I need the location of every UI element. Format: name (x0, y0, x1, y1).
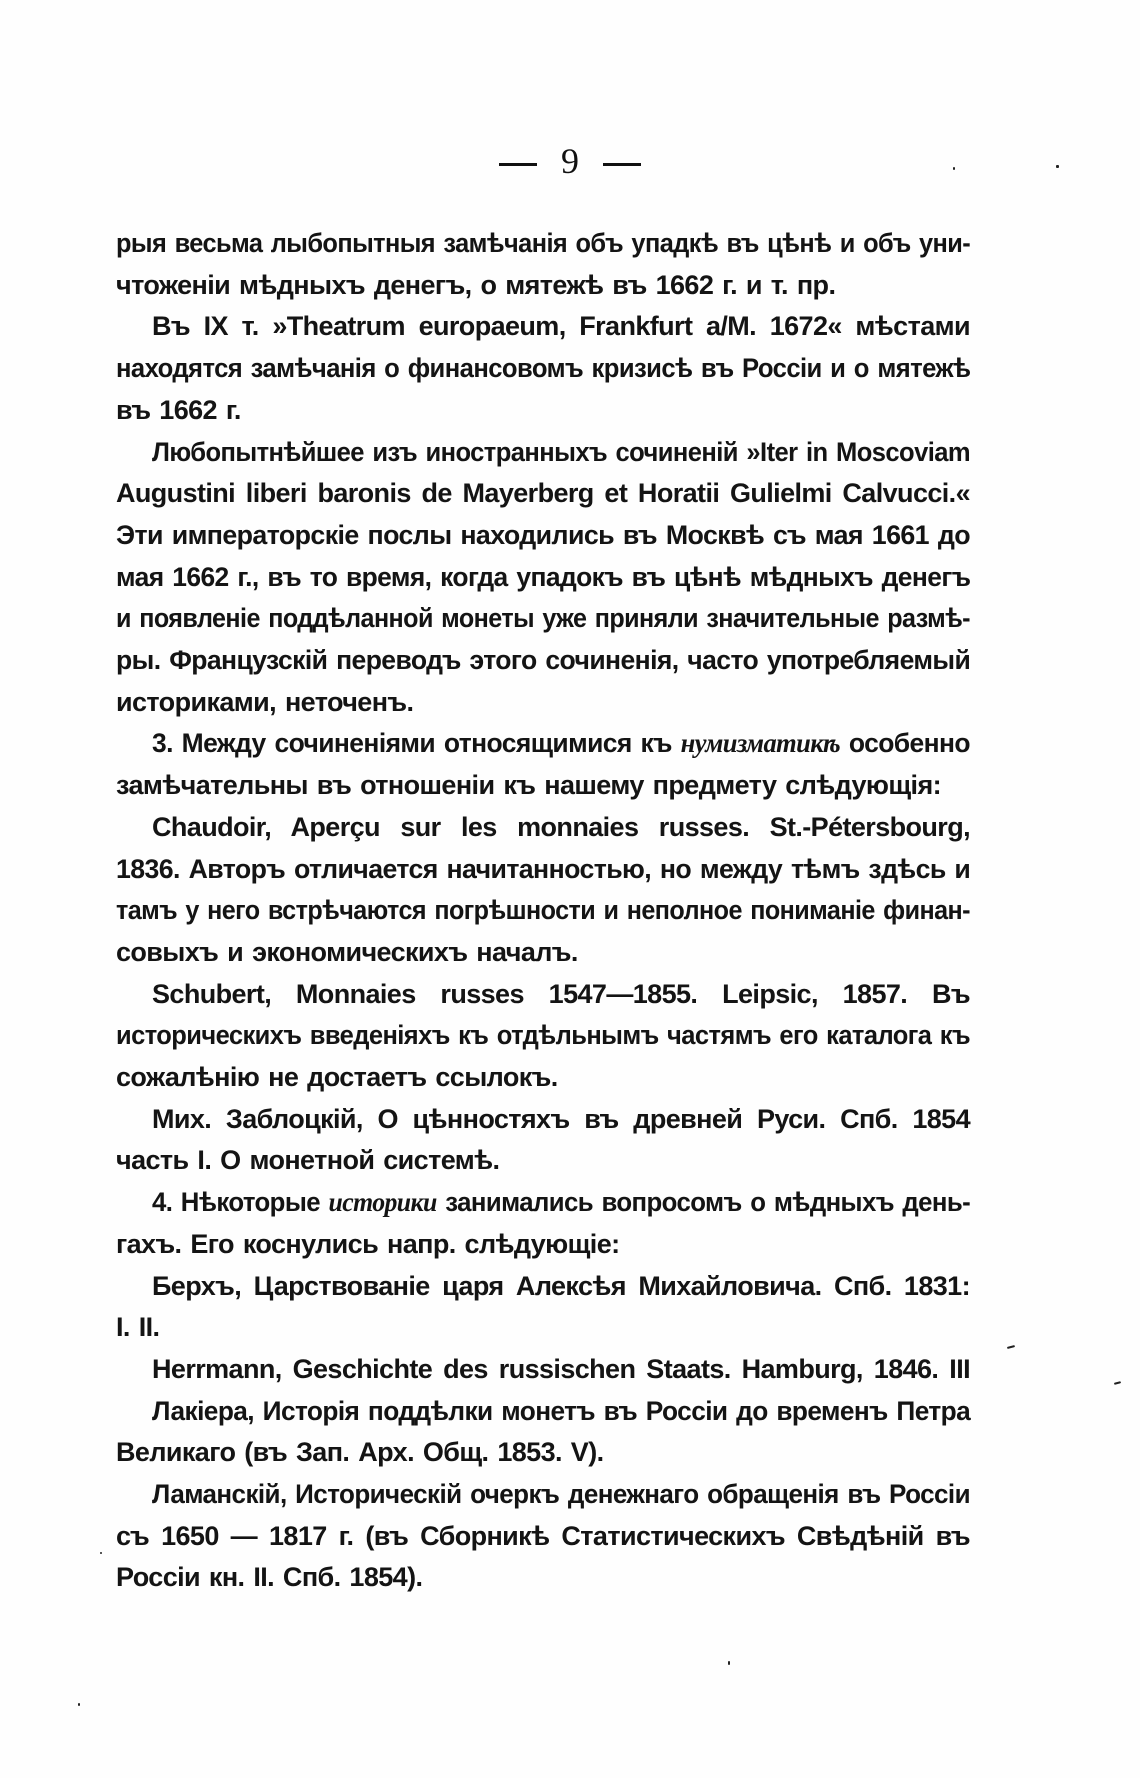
text-line: сожалѣнію не достаетъ ссылокъ. (116, 1062, 558, 1092)
text-line: замѣчательны въ отношеніи къ нашему предмету слѣдующія: (116, 770, 941, 801)
text-line: чтоженіи мѣдныхъ денегъ, о мятежѣ въ 1662 г. и т. пр. (116, 269, 836, 300)
right-dash (603, 163, 641, 166)
text-line (152, 723, 970, 763)
scan-speck (1007, 1345, 1015, 1349)
text-line: Въ IX т. »Theatrum europaeum, Frankfurt a/M. 1672« мѣстами (152, 311, 970, 342)
text-line (152, 1182, 970, 1222)
text-line: Лакіера, Исторія поддѣлки монетъ въ Россіи до временъ Петра (152, 1395, 971, 1426)
text-line: Ламанскій, Историческій очеркъ денежнаго обращенія въ Россіи (152, 1479, 970, 1509)
text-line: Великаго (въ Зап. Арх. Общ. 1853. V). (116, 1437, 604, 1468)
text-line: тамъ у него встрѣчаются погрѣшности и неполное пониманіе финан- (116, 895, 970, 926)
left-dash (499, 163, 537, 166)
text-line: Augustini liberi baronis de Mayerberg et Horatii Gulielmi Calvucci.« (116, 478, 970, 509)
text-line: мая 1662 г., въ то время, когда упадокъ въ цѣнѣ мѣдныхъ денегъ (116, 561, 971, 592)
italic-term: историки (328, 1187, 437, 1218)
text-segment: 4. Нѣкоторые (152, 1187, 329, 1218)
scan-speck (728, 1661, 730, 1665)
page-number-header (0, 140, 1140, 182)
text-line: рыя весьма лыбопытныя замѣчанія объ упадкѣ въ цѣнѣ и объ уни- (116, 228, 971, 258)
text-line: гахъ. Его коснулись напр. слѣдующіе: (116, 1228, 620, 1259)
text-line: Schubert, Monnaies russes 1547—1855. Leipsic, 1857. Въ (152, 978, 970, 1009)
scan-speck (953, 167, 955, 170)
text-line: Мих. Заблоцкій, О цѣнностяхъ въ древней Руси. Спб. 1854 (152, 1103, 970, 1134)
text-line: и появленіе поддѣланной монеты уже приняли значительные размѣ- (116, 603, 970, 634)
text-line: съ 1650 — 1817 г. (въ Сборникѣ Статистическихъ Свѣдѣній въ (116, 1520, 970, 1551)
text-line: Herrmann, Geschichte des russischen Staats. Hamburg, 1846. III (152, 1353, 970, 1384)
text-line: ры. Французскій переводъ этого сочиненія, часто употребляемый (116, 645, 971, 675)
text-line: Любопытнѣйшее изъ иностранныхъ сочиненій »Iter in Moscoviam (152, 436, 970, 467)
text-line: находятся замѣчанія о финансовомъ кризисѣ въ Россіи и о мятежѣ (116, 353, 971, 384)
text-line: 1836. Авторъ отличается начитанностью, но между тѣмъ здѣсь и (116, 853, 971, 884)
scan-speck (100, 1552, 102, 1554)
text-line: историческихъ введеніяхъ къ отдѣльнымъ частямъ его каталога къ (116, 1020, 970, 1051)
text-segment: 3. Между сочиненіями относящимися къ (152, 728, 681, 759)
text-segment: занимались вопросомъ о мѣдныхъ день- (436, 1187, 971, 1218)
text-line: часть I. О монетной системѣ. (116, 1145, 500, 1176)
scan-speck (1114, 1381, 1121, 1385)
italic-term: нумизматикѣ (680, 728, 841, 759)
text-line: Эти императорскіе послы находились въ Москвѣ съ мая 1661 до (116, 519, 970, 550)
scan-speck (1056, 165, 1059, 168)
text-segment: особенно (840, 728, 970, 759)
text-line: Берхъ, Царствованіе царя Алексѣя Михайловича. Спб. 1831: (152, 1270, 970, 1301)
page-number: 9 (561, 141, 579, 181)
text-line: совыхъ и экономическихъ началъ. (116, 936, 578, 967)
text-line: историками, неточенъ. (116, 686, 414, 717)
text-line: въ 1662 г. (116, 394, 241, 425)
text-line: I. II. (116, 1312, 160, 1343)
text-line: Россіи кн. II. Спб. 1854). (116, 1562, 423, 1593)
scan-speck (78, 1703, 80, 1706)
text-line: Chaudoir, Aperçu sur les monnaies russes. St.-Pétersbourg, (152, 811, 970, 842)
